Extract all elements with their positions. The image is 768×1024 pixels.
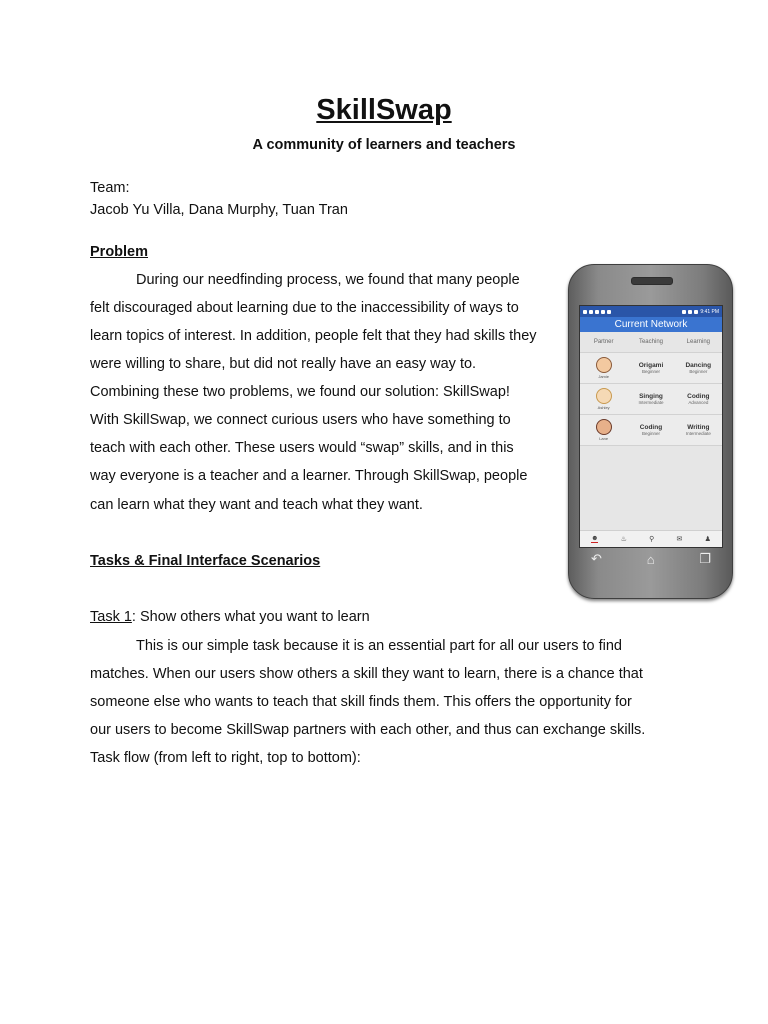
home-icon: ⌂: [646, 551, 655, 567]
learning-skill: Writing: [687, 424, 710, 431]
nav-keys: [591, 550, 711, 568]
problem-line: were willing to share, but did not really have an easy way to.: [90, 356, 477, 372]
partner-name: Ashley: [597, 405, 610, 410]
teaching-cell: [627, 362, 674, 374]
partner-row: [580, 415, 722, 446]
task1-line: matches. When our users show others a skill they want to learn, there is a chance that: [90, 666, 643, 682]
phone-speaker: [631, 277, 673, 285]
task1-line: This is our simple task because it is an essential part for all our users to find: [136, 638, 622, 654]
wifi-icon: [682, 310, 686, 314]
network-icon: ☻: [591, 535, 599, 542]
signal-icon: [688, 310, 692, 314]
problem-line: can learn what they want and teach what they want.: [90, 497, 423, 513]
teaching-skill: Origami: [638, 362, 664, 369]
task1-label: Task 1: [90, 609, 132, 625]
tasks-heading: Tasks & Final Interface Scenarios: [90, 553, 321, 569]
chat-icon: ✉: [676, 536, 683, 543]
team-label: Team:: [90, 180, 130, 196]
column-header: Learning: [686, 339, 710, 345]
problem-line: teach with each other. These users would “swap” skills, and in this: [90, 440, 514, 456]
phone-mockup: [568, 264, 733, 599]
learning-cell: [675, 424, 722, 436]
problem-line: During our needfinding process, we found that many people: [136, 272, 520, 288]
learning-level: Intermediate: [685, 431, 711, 436]
team-members: Jacob Yu Villa, Dana Murphy, Tuan Tran: [90, 202, 348, 218]
notification-icons: [583, 310, 611, 314]
phone-screen: [579, 305, 723, 548]
app-title: Current Network: [580, 317, 722, 332]
learning-level: Advanced: [688, 400, 709, 405]
problem-heading: Problem: [90, 244, 149, 260]
partner-name: Jamie: [598, 374, 609, 379]
profile-icon: ♟: [704, 536, 711, 543]
learning-skill: Dancing: [685, 362, 712, 369]
problem-line: learn topics of interest. In addition, people felt that they had skills they: [90, 328, 537, 344]
teaching-skill: Singing: [639, 393, 663, 400]
column-header: Teaching: [638, 339, 663, 345]
column-header: Partner: [593, 339, 614, 345]
task1-heading: [90, 609, 370, 625]
column-headers: [580, 332, 722, 353]
partner-cell: [580, 419, 627, 441]
learning-cell: [675, 393, 722, 405]
partner-cell: [580, 388, 627, 410]
teaching-cell: [627, 393, 674, 405]
status-time: 9:41 PM: [700, 308, 719, 315]
avatar: [596, 388, 612, 404]
avatar: [596, 419, 612, 435]
learning-level: Beginner: [689, 369, 708, 374]
status-right: [682, 309, 719, 315]
problem-line: way everyone is a teacher and a learner. Through SkillSwap, people: [90, 468, 528, 484]
status-bar: [580, 306, 722, 317]
problem-line: felt discouraged about learning due to the inaccessibility of ways to: [90, 300, 519, 316]
problem-line: Combining these two problems, we found our solution: SkillSwap!: [90, 384, 510, 400]
bell-icon: ♨: [620, 536, 627, 543]
partner-name: Lane: [599, 436, 609, 441]
teaching-skill: Coding: [639, 424, 663, 431]
document-title: SkillSwap: [316, 94, 452, 126]
teaching-level: Intermediate: [638, 400, 664, 405]
recents-icon: ❐: [699, 551, 711, 566]
task1-line: someone else who wants to teach that skill finds them. This offers the opportunity for: [90, 694, 632, 710]
partner-row: [580, 384, 722, 415]
teaching-cell: [627, 424, 674, 436]
task1-line: our users to become SkillSwap partners with each other, and thus can exchange skills.: [90, 722, 646, 738]
battery-icon: [694, 310, 698, 314]
task1-line: Task flow (from left to right, top to bottom):: [90, 750, 361, 766]
partner-cell: [580, 357, 627, 379]
learning-skill: Coding: [687, 393, 710, 400]
avatar: [596, 357, 612, 373]
tab-bar: [580, 530, 722, 547]
problem-line: With SkillSwap, we connect curious users who have something to: [90, 412, 511, 428]
back-icon: ↶: [591, 551, 602, 566]
document-subtitle: A community of learners and teachers: [252, 137, 516, 153]
teaching-level: Beginner: [641, 431, 660, 436]
partner-row: [580, 353, 722, 384]
search-icon: ⚲: [649, 536, 655, 543]
task1-title: : Show others what you want to learn: [131, 609, 370, 625]
learning-cell: [675, 362, 722, 374]
teaching-level: Beginner: [641, 369, 660, 374]
